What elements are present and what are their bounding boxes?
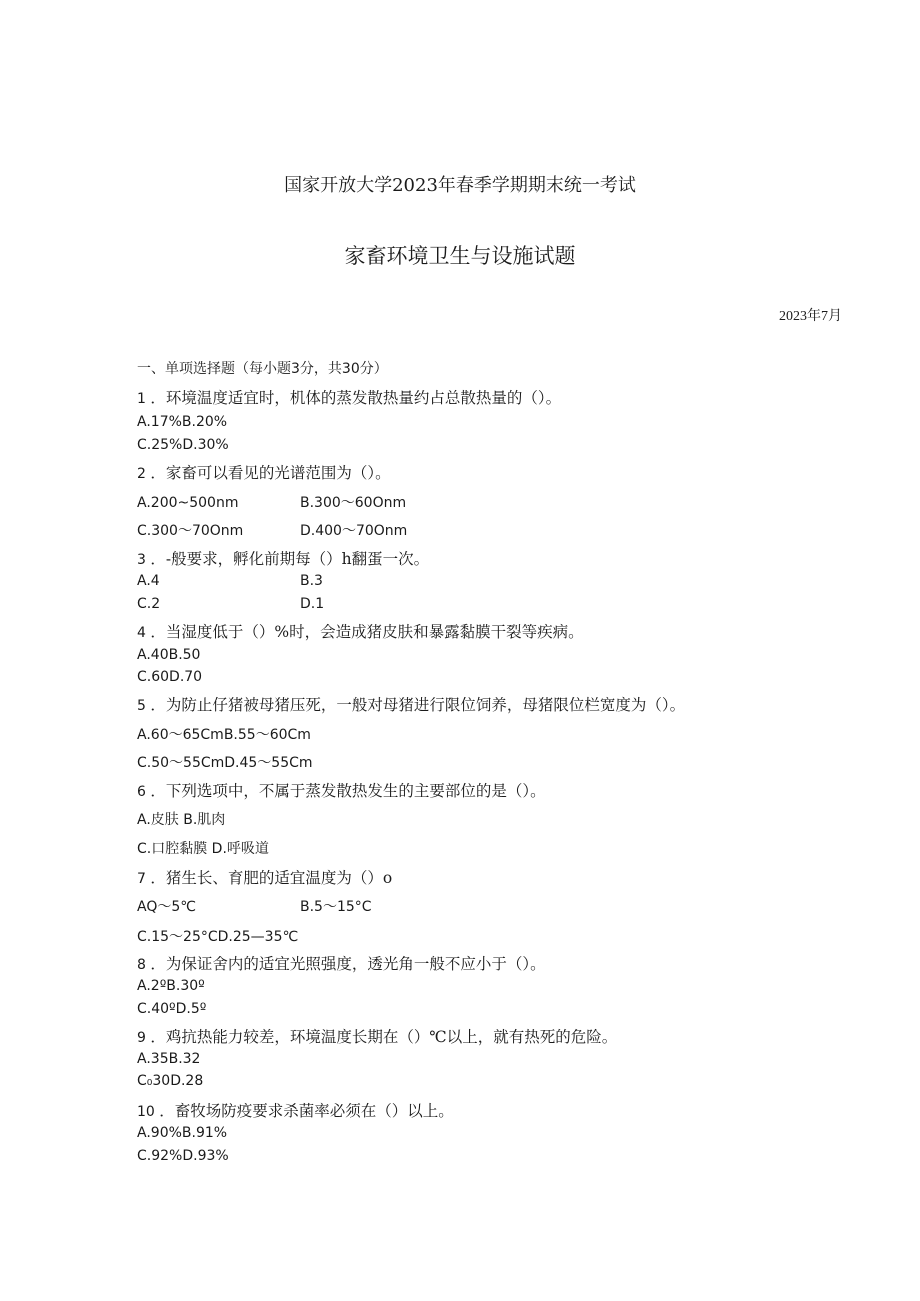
- question-number: 5: [137, 698, 151, 714]
- question-text: ．为防止仔猪被母猪压死，一般对母猪进行限位饲养，母猪限位栏宽度为（）。: [150, 696, 686, 714]
- option-text: C.40ºD.5º: [137, 1001, 207, 1017]
- option-row: [137, 414, 227, 430]
- option-row: [137, 1001, 206, 1017]
- question-stem: [137, 547, 429, 569]
- question-number: 7: [137, 871, 151, 887]
- option-text: C.300～70Onm: [137, 523, 244, 539]
- option-text: C.口腔黏膜 D.呼吸道: [137, 841, 269, 857]
- option-text: A.90%B.91%: [137, 1125, 228, 1141]
- option-row: [137, 437, 229, 453]
- option-text: B.300～60Onm: [300, 495, 407, 511]
- question-number: 9: [137, 1030, 151, 1046]
- question-text: ．畜牧场防疫要求杀菌率必须在（）以上。: [159, 1102, 454, 1120]
- question-stem: [137, 1025, 617, 1047]
- question-stem: [137, 952, 546, 974]
- option-row: [137, 752, 313, 772]
- question-stem: [137, 1099, 454, 1121]
- question-text: ．家畜可以看见的光谱范围为（）。: [150, 464, 391, 482]
- question-stem: [137, 866, 392, 888]
- option-text: D.1: [300, 596, 325, 612]
- question-number: 10: [137, 1104, 160, 1120]
- question-number: 1: [137, 391, 151, 407]
- option-row: [137, 1073, 203, 1089]
- option-text: D.400～70Onm: [300, 523, 408, 539]
- option-row: [137, 669, 202, 685]
- option-row: [137, 724, 311, 744]
- option-row: [137, 492, 463, 512]
- option-text: A.200~500nm: [137, 495, 239, 511]
- option-row: [137, 573, 463, 589]
- question-text: ．当湿度低于（）%时，会造成猪皮肤和暴露黏膜干裂等疾病。: [150, 623, 584, 641]
- option-row: [137, 1148, 229, 1164]
- option-row: [137, 1125, 227, 1141]
- question-text: ．鸡抗热能力较差，环境温度长期在（）℃以上，就有热死的危险。: [150, 1028, 618, 1046]
- paper-title: 家畜环境卫生与设施试题: [344, 244, 576, 268]
- option-row: [137, 926, 298, 946]
- option-text: A.2ºB.30º: [137, 978, 205, 994]
- option-text: A.17%B.20%: [137, 414, 228, 430]
- question-stem: [137, 779, 546, 801]
- option-text: C.60D.70: [137, 669, 203, 685]
- question-text: ．环境温度适宜时，机体的蒸发散热量约占总散热量的（）。: [150, 389, 562, 407]
- question-text: ．猪生长、育肥的适宜温度为（）o: [150, 869, 393, 887]
- question-number: 3: [137, 552, 151, 568]
- question-text: ．为保证舍内的适宜光照强度，透光角一般不应小于（）。: [150, 955, 546, 973]
- option-text: A.4: [137, 573, 160, 589]
- question-stem: [137, 461, 391, 483]
- option-text: C.15～25°CD.25—35℃: [137, 929, 299, 945]
- question-stem: [137, 620, 584, 642]
- option-text: A.40B.50: [137, 647, 201, 663]
- question-text: ．-般要求，孵化前期每（）h翻蛋一次。: [150, 550, 430, 568]
- option-text: C₀30D.28: [137, 1073, 204, 1089]
- option-row: [137, 978, 205, 994]
- exam-date: 2023年7月: [779, 309, 842, 324]
- option-text: C.92%D.93%: [137, 1148, 229, 1164]
- question-number: 8: [137, 957, 151, 973]
- option-row: [137, 809, 225, 829]
- section-heading: 一、单项选择题（每小题3分，共30分）: [137, 361, 388, 377]
- question-stem: [137, 693, 685, 715]
- option-text: AQ～5℃: [137, 899, 196, 915]
- option-text: B.5～15°C: [300, 899, 372, 915]
- option-text: A.皮肤 B.肌肉: [137, 812, 226, 828]
- option-text: C.50～55CmD.45～55Cm: [137, 755, 313, 771]
- exam-header: 国家开放大学2023年春季学期期末统一考试: [284, 175, 636, 196]
- question-number: 2: [137, 466, 151, 482]
- option-row: [137, 520, 463, 540]
- option-row: [137, 1051, 200, 1067]
- option-text: C.25%D.30%: [137, 437, 229, 453]
- question-number: 4: [137, 625, 151, 641]
- option-row: [137, 596, 463, 612]
- option-row: [137, 896, 463, 916]
- question-text: ．下列选项中，不属于蒸发散热发生的主要部位的是（）。: [150, 782, 546, 800]
- question-number: 6: [137, 784, 151, 800]
- option-row: [137, 647, 200, 663]
- option-row: [137, 838, 269, 858]
- option-text: B.3: [300, 573, 323, 589]
- option-text: C.2: [137, 596, 161, 612]
- option-text: A.60～65CmB.55～60Cm: [137, 727, 311, 743]
- question-stem: [137, 386, 561, 408]
- option-text: A.35B.32: [137, 1051, 201, 1067]
